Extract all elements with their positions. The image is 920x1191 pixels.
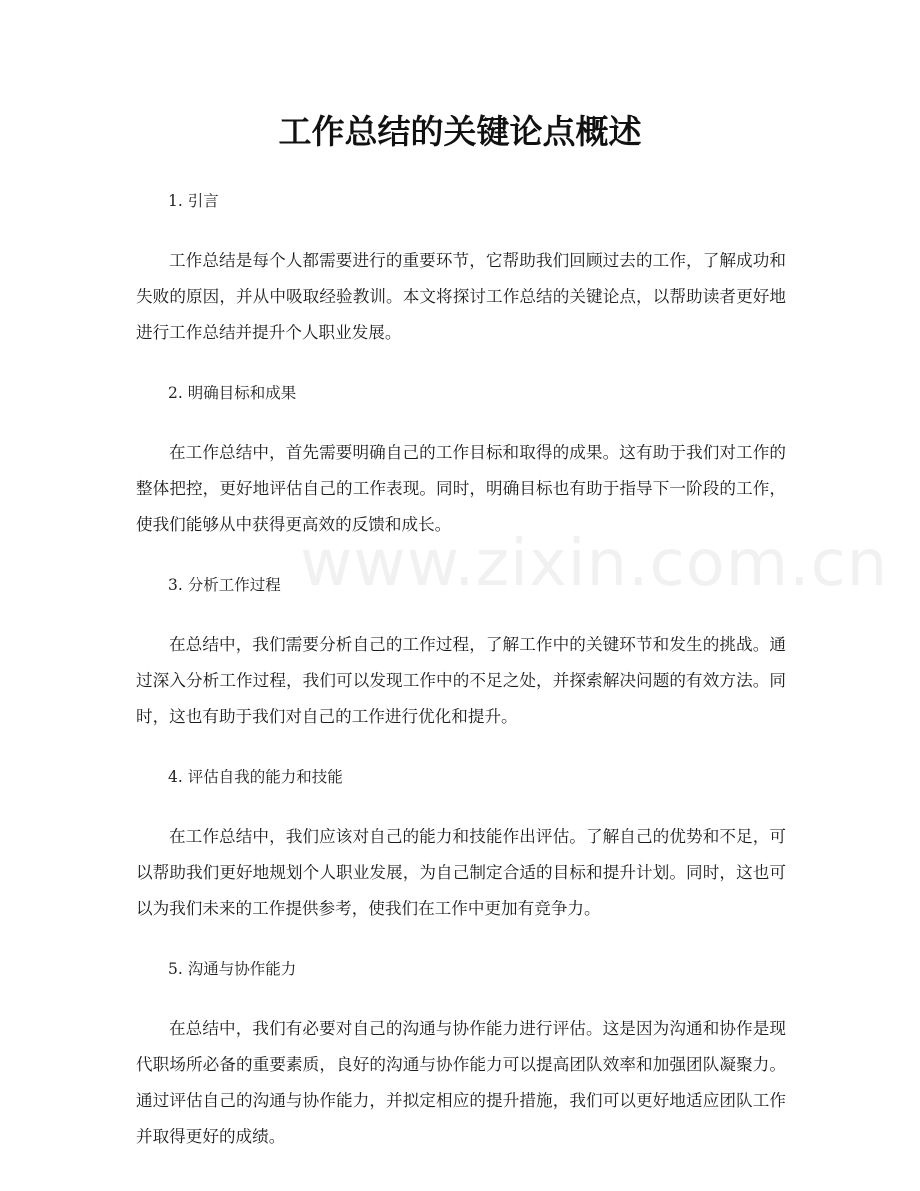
section-heading: 5. 沟通与协作能力 [168, 960, 297, 978]
section-communication [136, 951, 786, 1155]
section-paragraph: 在工作总结中，首先需要明确自己的工作目标和取得的成果。这有助于我们对工作的整体把控，更好地评估自己的工作表现。同时，明确目标也有助于指导下一阶段的工作，使我们能够从中获得更高效的反馈和成长。 [136, 443, 786, 534]
section-paragraph: 在总结中，我们需要分析自己的工作过程，了解工作中的关键环节和发生的挑战。通过深入分析工作过程，我们可以发现工作中的不足之处，并探索解决问题的有效方法。同时，这也有助于我们对自己的工作进行优化和提升。 [136, 635, 786, 726]
section-paragraph: 工作总结是每个人都需要进行的重要环节，它帮助我们回顾过去的工作，了解成功和失败的原因，并从中吸取经验教训。本文将探讨工作总结的关键论点，以帮助读者更好地进行工作总结并提升个人职业发展。 [136, 251, 786, 342]
section-heading: 4. 评估自我的能力和技能 [168, 768, 343, 786]
section-work-process [136, 567, 786, 735]
section-heading: 3. 分析工作过程 [168, 576, 281, 594]
page-title: 工作总结的关键论点概述 [278, 112, 642, 151]
section-heading: 1. 引言 [168, 192, 219, 210]
section-paragraph: 在工作总结中，我们应该对自己的能力和技能作出评估。了解自己的优势和不足，可以帮助我们更好地规划个人职业发展，为自己制定合适的目标和提升计划。同时，这也可以为我们未来的工作提供参考，使我们在工作中更加有竞争力。 [136, 827, 786, 918]
section-heading: 2. 明确目标和成果 [168, 384, 297, 402]
section-self-assessment [136, 759, 786, 927]
section-goals-results [136, 375, 786, 543]
watermark: www.zixin.com.cn [300, 527, 889, 601]
section-introduction [136, 183, 786, 351]
section-paragraph: 在总结中，我们有必要对自己的沟通与协作能力进行评估。这是因为沟通和协作是现代职场所必备的重要素质，良好的沟通与协作能力可以提高团队效率和加强团队凝聚力。通过评估自己的沟通与协作能力，并拟定相应的提升措施，我们可以更好地适应团队工作并取得更好的成绩。 [136, 1019, 786, 1146]
document-body [136, 183, 786, 1179]
